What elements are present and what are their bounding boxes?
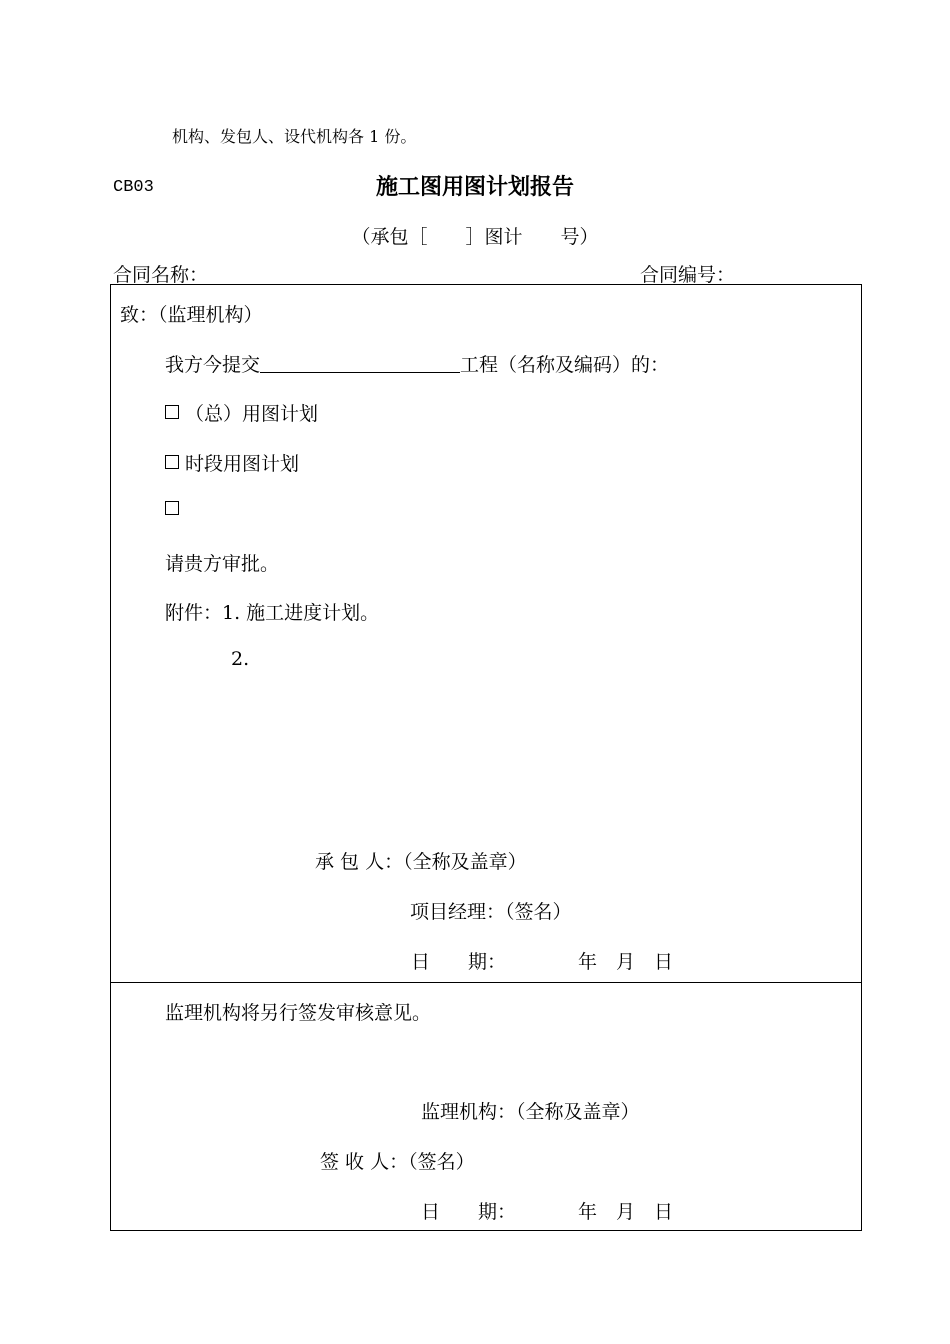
submit-suffix: 工程（名称及编码）的： [460, 354, 670, 376]
checkbox-other[interactable] [165, 501, 179, 515]
form-number-line: （承包［ ］图计 号） [351, 226, 599, 248]
attachment-2: 2. [231, 648, 250, 670]
submit-line [165, 350, 669, 377]
submit-prefix: 我方今提交 [165, 354, 261, 376]
attachment-1: 附件：1. 施工进度计划。 [165, 602, 380, 624]
project-name-blank[interactable] [260, 352, 460, 373]
top-note: 机构、发包人、设代机构各 1 份。 [172, 127, 417, 146]
request-line: 请贵方审批。 [165, 553, 280, 575]
page-title: 施工图用图计划报告 [375, 175, 574, 200]
checkbox-period-plan[interactable] [165, 455, 179, 469]
option-general-plan [165, 399, 318, 426]
review-note: 监理机构将另行签发审核意见。 [165, 1002, 432, 1024]
contractor-signature: 承 包 人：（全称及盖章） [315, 851, 527, 873]
date-ymd: 年 月 日 [578, 951, 674, 973]
contract-name-label: 合同名称： [113, 264, 209, 286]
form-code: CB03 [113, 178, 154, 197]
option-label: （总）用图计划 [185, 403, 319, 425]
addressee-line: 致：（监理机构） [120, 304, 263, 326]
manager-signature: 项目经理：（签名） [410, 901, 572, 923]
option-label: 时段用图计划 [185, 453, 300, 475]
date-label: 日 期： [421, 1201, 517, 1223]
checkbox-general-plan[interactable] [165, 405, 179, 419]
date-ymd: 年 月 日 [578, 1201, 674, 1223]
option-other [165, 499, 185, 521]
contract-number-label: 合同编号： [640, 264, 736, 286]
option-period-plan [165, 449, 299, 476]
date-label: 日 期： [411, 951, 507, 973]
supervisor-signature: 监理机构：（全称及盖章） [421, 1101, 640, 1123]
receiver-signature: 签 收 人：（签名） [320, 1151, 475, 1173]
table-divider [110, 982, 862, 983]
form-table [110, 284, 862, 1231]
